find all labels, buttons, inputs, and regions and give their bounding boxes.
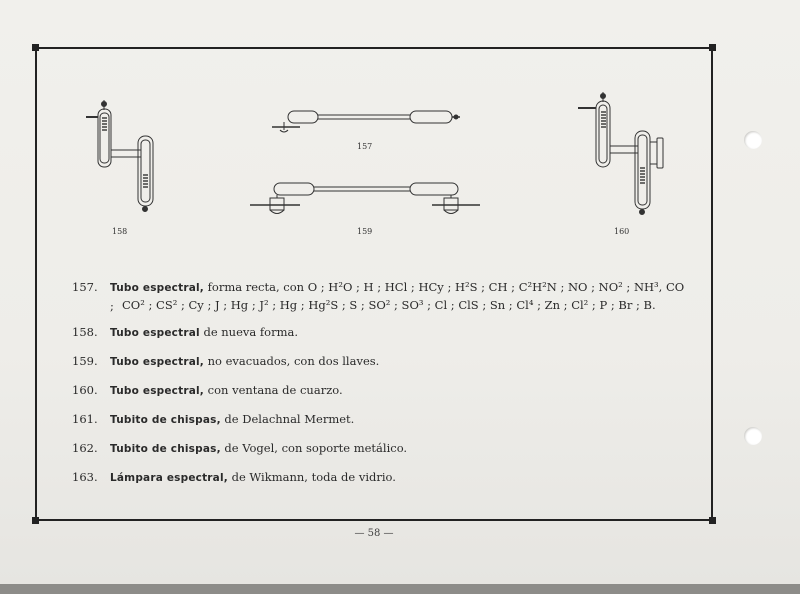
page-bottom-edge	[0, 584, 800, 594]
page-number: — 58 —	[354, 528, 394, 539]
figure-label-157: 157	[357, 142, 373, 151]
entry-title: Tubo espectral,	[110, 385, 204, 397]
entry-title: Tubito de chispas,	[110, 414, 221, 426]
entry-number: 159.	[72, 354, 98, 368]
binder-hole-bottom	[744, 427, 762, 445]
figure-label-158: 158	[112, 227, 128, 236]
entry-text	[110, 381, 690, 400]
entry-title: Tubo espectral,	[110, 282, 204, 294]
entry-title: Tubito de chispas,	[110, 443, 221, 455]
figure-160-tube	[578, 92, 663, 215]
figure-158-tube	[86, 100, 153, 212]
entry-text	[110, 468, 690, 487]
figure-label-159: 159	[357, 227, 373, 236]
entry-description: de nueva forma.	[199, 325, 298, 339]
entry-title: Tubo espectral,	[110, 356, 204, 368]
figure-157-tube	[272, 111, 460, 132]
entry-number: 162.	[72, 441, 98, 455]
frame-corner-br	[709, 517, 716, 524]
figure-159-tube	[250, 183, 480, 214]
entry-description: de Vogel, con soporte metálico.	[220, 441, 408, 455]
entry-text	[110, 323, 690, 342]
entry-description: con ventana de cuarzo.	[203, 383, 343, 397]
frame-corner-bl	[32, 517, 39, 524]
entry-text	[110, 352, 690, 371]
entry-title: Lámpara espectral,	[110, 472, 228, 484]
entry-number: 158.	[72, 325, 98, 339]
figure-label-160: 160	[614, 227, 630, 236]
entry-continuation: CO² ; CS² ; Cy ; J ; Hg ; J² ; Hg ; Hg²S ; S ; SO² ; SO³ ; Cl ; ClS ; Sn ; Cl⁴ ; Zn ; Cl² ; P ; Br ; B.	[122, 298, 656, 312]
entry-text	[110, 439, 690, 458]
entry-number: 160.	[72, 383, 98, 397]
entry-text	[110, 410, 690, 429]
entry-description: de Wikmann, toda de vidrio.	[227, 470, 396, 484]
entry-title: Tubo espectral	[110, 327, 200, 339]
entry-number: 157.	[72, 280, 98, 294]
entry-description: de Delachnal Mermet.	[220, 412, 355, 426]
figures-illustration	[0, 0, 800, 260]
entry-description: no evacuados, con dos llaves.	[203, 354, 380, 368]
entry-number: 161.	[72, 412, 98, 426]
entry-number: 163.	[72, 470, 98, 484]
entry-description: forma recta, con O ; H²O ; H ; HCl ; HCy ; H²S ; CH ; C²H²N ; NO ; NO² ; NH³, CO ;	[110, 280, 685, 313]
